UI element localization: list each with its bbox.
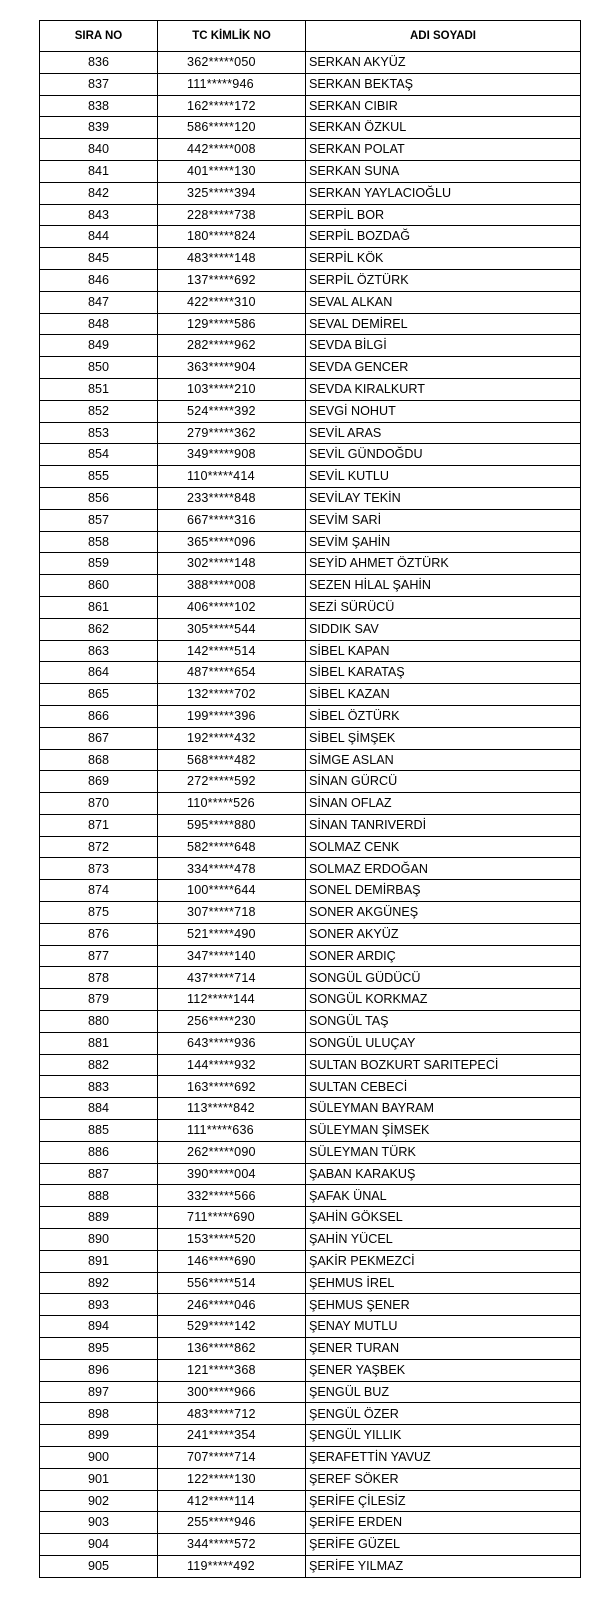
- row-number: 859: [40, 553, 158, 575]
- table-row: [40, 531, 581, 553]
- table-row: [40, 52, 581, 74]
- row-number: 899: [40, 1425, 158, 1447]
- row-tc-kimlik-no: 228*****738: [158, 204, 306, 226]
- row-name: ŞENAY MUTLU: [306, 1316, 581, 1338]
- row-tc-kimlik-no: 113*****842: [158, 1098, 306, 1120]
- row-tc-kimlik-no: 241*****354: [158, 1425, 306, 1447]
- row-name: SÜLEYMAN BAYRAM: [306, 1098, 581, 1120]
- row-name: SONER ARDIÇ: [306, 945, 581, 967]
- row-name: ŞERİFE YILMAZ: [306, 1555, 581, 1577]
- row-number: 861: [40, 596, 158, 618]
- row-number: 893: [40, 1294, 158, 1316]
- row-name: SİNAN TANRIVERDİ: [306, 814, 581, 836]
- table-row: [40, 793, 581, 815]
- row-number: 839: [40, 117, 158, 139]
- row-name: ŞENGÜL ÖZER: [306, 1403, 581, 1425]
- row-tc-kimlik-no: 153*****520: [158, 1229, 306, 1251]
- table-row: [40, 204, 581, 226]
- row-name: SÜLEYMAN TÜRK: [306, 1141, 581, 1163]
- table-row: [40, 1141, 581, 1163]
- row-number: 864: [40, 662, 158, 684]
- row-tc-kimlik-no: 132*****702: [158, 684, 306, 706]
- table-row: [40, 422, 581, 444]
- row-number: 889: [40, 1207, 158, 1229]
- row-name: SEVAL DEMİREL: [306, 313, 581, 335]
- table-row: [40, 1185, 581, 1207]
- table-row: [40, 1032, 581, 1054]
- row-number: 837: [40, 73, 158, 95]
- row-tc-kimlik-no: 146*****690: [158, 1250, 306, 1272]
- table-row: [40, 836, 581, 858]
- row-number: 865: [40, 684, 158, 706]
- table-row: [40, 684, 581, 706]
- row-number: 838: [40, 95, 158, 117]
- row-number: 900: [40, 1447, 158, 1469]
- row-tc-kimlik-no: 442*****008: [158, 139, 306, 161]
- row-number: 902: [40, 1490, 158, 1512]
- table-row: [40, 771, 581, 793]
- row-tc-kimlik-no: 568*****482: [158, 749, 306, 771]
- row-number: 841: [40, 160, 158, 182]
- row-number: 891: [40, 1250, 158, 1272]
- table-row: [40, 1011, 581, 1033]
- table-row: [40, 1338, 581, 1360]
- row-number: 887: [40, 1163, 158, 1185]
- table-row: [40, 182, 581, 204]
- row-number: 854: [40, 444, 158, 466]
- row-number: 847: [40, 291, 158, 313]
- table-row: [40, 1163, 581, 1185]
- row-number: 892: [40, 1272, 158, 1294]
- row-name: SONEL DEMİRBAŞ: [306, 880, 581, 902]
- row-number: 851: [40, 378, 158, 400]
- row-number: 840: [40, 139, 158, 161]
- row-tc-kimlik-no: 300*****966: [158, 1381, 306, 1403]
- row-name: SONGÜL ULUÇAY: [306, 1032, 581, 1054]
- row-number: 852: [40, 400, 158, 422]
- row-number: 885: [40, 1120, 158, 1142]
- table-row: [40, 1207, 581, 1229]
- table-row: [40, 269, 581, 291]
- row-tc-kimlik-no: 119*****492: [158, 1555, 306, 1577]
- row-number: 879: [40, 989, 158, 1011]
- header-tc-kimlik-no: TC KİMLİK NO: [158, 21, 306, 52]
- row-name: SERKAN YAYLACIOĞLU: [306, 182, 581, 204]
- table-row: [40, 1447, 581, 1469]
- row-tc-kimlik-no: 262*****090: [158, 1141, 306, 1163]
- row-number: 876: [40, 923, 158, 945]
- table-row: [40, 1381, 581, 1403]
- row-name: SİBEL KARATAŞ: [306, 662, 581, 684]
- table-row: [40, 1555, 581, 1577]
- row-number: 860: [40, 575, 158, 597]
- table-row: [40, 1054, 581, 1076]
- row-number: 843: [40, 204, 158, 226]
- row-tc-kimlik-no: 390*****004: [158, 1163, 306, 1185]
- row-tc-kimlik-no: 112*****144: [158, 989, 306, 1011]
- row-name: ŞEHMUS İREL: [306, 1272, 581, 1294]
- row-tc-kimlik-no: 144*****932: [158, 1054, 306, 1076]
- row-number: 855: [40, 466, 158, 488]
- table-row: [40, 705, 581, 727]
- row-name: SÜLEYMAN ŞİMSEK: [306, 1120, 581, 1142]
- row-tc-kimlik-no: 556*****514: [158, 1272, 306, 1294]
- table-row: [40, 618, 581, 640]
- row-name: SERKAN SUNA: [306, 160, 581, 182]
- row-number: 846: [40, 269, 158, 291]
- row-number: 836: [40, 52, 158, 74]
- row-tc-kimlik-no: 595*****880: [158, 814, 306, 836]
- table-row: [40, 575, 581, 597]
- row-number: 858: [40, 531, 158, 553]
- row-number: 848: [40, 313, 158, 335]
- row-name: SEVİM SARİ: [306, 509, 581, 531]
- table-row: [40, 1425, 581, 1447]
- table-row: [40, 1294, 581, 1316]
- row-tc-kimlik-no: 388*****008: [158, 575, 306, 597]
- row-number: 871: [40, 814, 158, 836]
- table-row: [40, 640, 581, 662]
- row-tc-kimlik-no: 103*****210: [158, 378, 306, 400]
- row-tc-kimlik-no: 162*****172: [158, 95, 306, 117]
- row-tc-kimlik-no: 344*****572: [158, 1534, 306, 1556]
- row-tc-kimlik-no: 122*****130: [158, 1468, 306, 1490]
- row-tc-kimlik-no: 110*****526: [158, 793, 306, 815]
- table-row: [40, 596, 581, 618]
- row-name: SERPİL ÖZTÜRK: [306, 269, 581, 291]
- row-name: SEYİD AHMET ÖZTÜRK: [306, 553, 581, 575]
- row-tc-kimlik-no: 110*****414: [158, 466, 306, 488]
- table-row: [40, 1403, 581, 1425]
- row-number: 883: [40, 1076, 158, 1098]
- row-number: 878: [40, 967, 158, 989]
- table-row: [40, 1272, 581, 1294]
- table-row: [40, 1076, 581, 1098]
- data-table: [39, 20, 581, 1578]
- row-tc-kimlik-no: 521*****490: [158, 923, 306, 945]
- row-name: SİBEL KAPAN: [306, 640, 581, 662]
- row-tc-kimlik-no: 362*****050: [158, 52, 306, 74]
- row-tc-kimlik-no: 529*****142: [158, 1316, 306, 1338]
- row-number: 896: [40, 1359, 158, 1381]
- table-row: [40, 1316, 581, 1338]
- row-name: SERKAN CIBIR: [306, 95, 581, 117]
- row-number: 903: [40, 1512, 158, 1534]
- row-number: 895: [40, 1338, 158, 1360]
- row-name: SIDDIK SAV: [306, 618, 581, 640]
- table-row: [40, 248, 581, 270]
- row-number: 872: [40, 836, 158, 858]
- row-tc-kimlik-no: 192*****432: [158, 727, 306, 749]
- row-name: ŞENGÜL YILLIK: [306, 1425, 581, 1447]
- row-name: ŞERAFETTİN YAVUZ: [306, 1447, 581, 1469]
- row-tc-kimlik-no: 255*****946: [158, 1512, 306, 1534]
- row-number: 856: [40, 487, 158, 509]
- row-name: SEVİLAY TEKİN: [306, 487, 581, 509]
- row-tc-kimlik-no: 136*****862: [158, 1338, 306, 1360]
- table-row: [40, 139, 581, 161]
- row-number: 863: [40, 640, 158, 662]
- row-name: ŞAKİR PEKMEZCİ: [306, 1250, 581, 1272]
- row-name: SEVDA GENCER: [306, 357, 581, 379]
- table-row: [40, 553, 581, 575]
- row-name: ŞEREF SÖKER: [306, 1468, 581, 1490]
- table-row: [40, 814, 581, 836]
- row-name: ŞEHMUS ŞENER: [306, 1294, 581, 1316]
- table-row: [40, 727, 581, 749]
- row-tc-kimlik-no: 643*****936: [158, 1032, 306, 1054]
- row-name: ŞERİFE ÇİLESİZ: [306, 1490, 581, 1512]
- row-tc-kimlik-no: 279*****362: [158, 422, 306, 444]
- row-name: SERPİL BOZDAĞ: [306, 226, 581, 248]
- row-number: 874: [40, 880, 158, 902]
- row-number: 862: [40, 618, 158, 640]
- row-tc-kimlik-no: 256*****230: [158, 1011, 306, 1033]
- row-number: 857: [40, 509, 158, 531]
- table-row: [40, 1120, 581, 1142]
- table-header: [40, 21, 581, 52]
- row-name: SİNAN OFLAZ: [306, 793, 581, 815]
- row-tc-kimlik-no: 199*****396: [158, 705, 306, 727]
- row-tc-kimlik-no: 307*****718: [158, 902, 306, 924]
- table-row: [40, 967, 581, 989]
- row-name: SEZEN HİLAL ŞAHİN: [306, 575, 581, 597]
- table-row: [40, 1250, 581, 1272]
- row-tc-kimlik-no: 334*****478: [158, 858, 306, 880]
- row-tc-kimlik-no: 363*****904: [158, 357, 306, 379]
- row-name: SOLMAZ CENK: [306, 836, 581, 858]
- row-number: 867: [40, 727, 158, 749]
- row-tc-kimlik-no: 349*****908: [158, 444, 306, 466]
- table-row: [40, 466, 581, 488]
- table-row: [40, 509, 581, 531]
- table-row: [40, 291, 581, 313]
- row-name: SERPİL KÖK: [306, 248, 581, 270]
- row-tc-kimlik-no: 422*****310: [158, 291, 306, 313]
- table-row: [40, 880, 581, 902]
- table-row: [40, 160, 581, 182]
- row-number: 884: [40, 1098, 158, 1120]
- row-tc-kimlik-no: 437*****714: [158, 967, 306, 989]
- table-row: [40, 313, 581, 335]
- table-body: [40, 52, 581, 1578]
- row-tc-kimlik-no: 707*****714: [158, 1447, 306, 1469]
- row-number: 905: [40, 1555, 158, 1577]
- table-row: [40, 749, 581, 771]
- row-name: SULTAN BOZKURT SARITEPECİ: [306, 1054, 581, 1076]
- table-row: [40, 378, 581, 400]
- row-name: SEVDA KIRALKURT: [306, 378, 581, 400]
- row-number: 850: [40, 357, 158, 379]
- row-name: ŞENER YAŞBEK: [306, 1359, 581, 1381]
- row-tc-kimlik-no: 667*****316: [158, 509, 306, 531]
- row-number: 853: [40, 422, 158, 444]
- row-tc-kimlik-no: 325*****394: [158, 182, 306, 204]
- row-number: 844: [40, 226, 158, 248]
- table-row: [40, 95, 581, 117]
- table-row: [40, 662, 581, 684]
- row-tc-kimlik-no: 332*****566: [158, 1185, 306, 1207]
- row-name: ŞAHİN YÜCEL: [306, 1229, 581, 1251]
- row-name: ŞAFAK ÜNAL: [306, 1185, 581, 1207]
- row-tc-kimlik-no: 142*****514: [158, 640, 306, 662]
- row-name: SİBEL ÖZTÜRK: [306, 705, 581, 727]
- row-name: SEVİM ŞAHİN: [306, 531, 581, 553]
- row-name: SERPİL BOR: [306, 204, 581, 226]
- row-number: 845: [40, 248, 158, 270]
- table-row: [40, 73, 581, 95]
- row-name: SONGÜL TAŞ: [306, 1011, 581, 1033]
- row-number: 880: [40, 1011, 158, 1033]
- row-tc-kimlik-no: 111*****636: [158, 1120, 306, 1142]
- row-name: SEVİL ARAS: [306, 422, 581, 444]
- row-tc-kimlik-no: 487*****654: [158, 662, 306, 684]
- row-number: 901: [40, 1468, 158, 1490]
- table-row: [40, 226, 581, 248]
- table-row: [40, 902, 581, 924]
- table-row: [40, 1229, 581, 1251]
- row-number: 898: [40, 1403, 158, 1425]
- row-name: SERKAN ÖZKUL: [306, 117, 581, 139]
- row-name: SONER AKYÜZ: [306, 923, 581, 945]
- row-number: 888: [40, 1185, 158, 1207]
- row-tc-kimlik-no: 483*****148: [158, 248, 306, 270]
- row-tc-kimlik-no: 302*****148: [158, 553, 306, 575]
- table-row: [40, 1098, 581, 1120]
- row-name: SONGÜL GÜDÜCÜ: [306, 967, 581, 989]
- row-name: SONER AKGÜNEŞ: [306, 902, 581, 924]
- row-tc-kimlik-no: 406*****102: [158, 596, 306, 618]
- row-name: ŞERİFE GÜZEL: [306, 1534, 581, 1556]
- row-tc-kimlik-no: 711*****690: [158, 1207, 306, 1229]
- row-tc-kimlik-no: 347*****140: [158, 945, 306, 967]
- row-name: SERKAN POLAT: [306, 139, 581, 161]
- row-name: ŞABAN KARAKUŞ: [306, 1163, 581, 1185]
- row-tc-kimlik-no: 582*****648: [158, 836, 306, 858]
- table-row: [40, 1512, 581, 1534]
- row-number: 894: [40, 1316, 158, 1338]
- row-tc-kimlik-no: 137*****692: [158, 269, 306, 291]
- row-name: ŞAHİN GÖKSEL: [306, 1207, 581, 1229]
- row-name: SEVİL KUTLU: [306, 466, 581, 488]
- row-number: 875: [40, 902, 158, 924]
- row-tc-kimlik-no: 483*****712: [158, 1403, 306, 1425]
- table-row: [40, 117, 581, 139]
- row-tc-kimlik-no: 100*****644: [158, 880, 306, 902]
- table-row: [40, 945, 581, 967]
- table-row: [40, 1490, 581, 1512]
- row-tc-kimlik-no: 282*****962: [158, 335, 306, 357]
- row-tc-kimlik-no: 586*****120: [158, 117, 306, 139]
- row-tc-kimlik-no: 129*****586: [158, 313, 306, 335]
- row-tc-kimlik-no: 305*****544: [158, 618, 306, 640]
- row-number: 842: [40, 182, 158, 204]
- table-row: [40, 444, 581, 466]
- row-tc-kimlik-no: 163*****692: [158, 1076, 306, 1098]
- row-name: ŞENGÜL BUZ: [306, 1381, 581, 1403]
- table-row: [40, 989, 581, 1011]
- table-row: [40, 923, 581, 945]
- row-name: SİBEL ŞİMŞEK: [306, 727, 581, 749]
- row-number: 849: [40, 335, 158, 357]
- row-name: SONGÜL KORKMAZ: [306, 989, 581, 1011]
- row-number: 866: [40, 705, 158, 727]
- row-name: SİBEL KAZAN: [306, 684, 581, 706]
- row-number: 877: [40, 945, 158, 967]
- row-tc-kimlik-no: 121*****368: [158, 1359, 306, 1381]
- row-tc-kimlik-no: 246*****046: [158, 1294, 306, 1316]
- row-number: 890: [40, 1229, 158, 1251]
- table-row: [40, 1359, 581, 1381]
- row-number: 897: [40, 1381, 158, 1403]
- row-name: SERKAN BEKTAŞ: [306, 73, 581, 95]
- table-row: [40, 400, 581, 422]
- table-row: [40, 1468, 581, 1490]
- row-number: 868: [40, 749, 158, 771]
- row-number: 904: [40, 1534, 158, 1556]
- row-name: ŞERİFE ERDEN: [306, 1512, 581, 1534]
- row-name: SULTAN CEBECİ: [306, 1076, 581, 1098]
- table-row: [40, 1534, 581, 1556]
- row-name: SERKAN AKYÜZ: [306, 52, 581, 74]
- row-tc-kimlik-no: 233*****848: [158, 487, 306, 509]
- table-row: [40, 357, 581, 379]
- row-tc-kimlik-no: 272*****592: [158, 771, 306, 793]
- row-tc-kimlik-no: 111*****946: [158, 73, 306, 95]
- row-name: SEVAL ALKAN: [306, 291, 581, 313]
- row-number: 881: [40, 1032, 158, 1054]
- row-name: SİNAN GÜRCÜ: [306, 771, 581, 793]
- row-name: SOLMAZ ERDOĞAN: [306, 858, 581, 880]
- row-number: 882: [40, 1054, 158, 1076]
- table-row: [40, 858, 581, 880]
- row-tc-kimlik-no: 365*****096: [158, 531, 306, 553]
- row-name: ŞENER TURAN: [306, 1338, 581, 1360]
- row-name: SİMGE ASLAN: [306, 749, 581, 771]
- row-name: SEVGİ NOHUT: [306, 400, 581, 422]
- row-number: 870: [40, 793, 158, 815]
- row-tc-kimlik-no: 401*****130: [158, 160, 306, 182]
- table-row: [40, 335, 581, 357]
- table-row: [40, 487, 581, 509]
- row-tc-kimlik-no: 412*****114: [158, 1490, 306, 1512]
- row-tc-kimlik-no: 180*****824: [158, 226, 306, 248]
- header-sira-no: SIRA NO: [40, 21, 158, 52]
- row-tc-kimlik-no: 524*****392: [158, 400, 306, 422]
- row-number: 869: [40, 771, 158, 793]
- row-name: SEVDA BİLGİ: [306, 335, 581, 357]
- row-name: SEVİL GÜNDOĞDU: [306, 444, 581, 466]
- header-adi-soyadi: ADI SOYADI: [306, 21, 581, 52]
- row-name: SEZİ SÜRÜCÜ: [306, 596, 581, 618]
- header-row: [40, 21, 581, 52]
- row-number: 886: [40, 1141, 158, 1163]
- row-number: 873: [40, 858, 158, 880]
